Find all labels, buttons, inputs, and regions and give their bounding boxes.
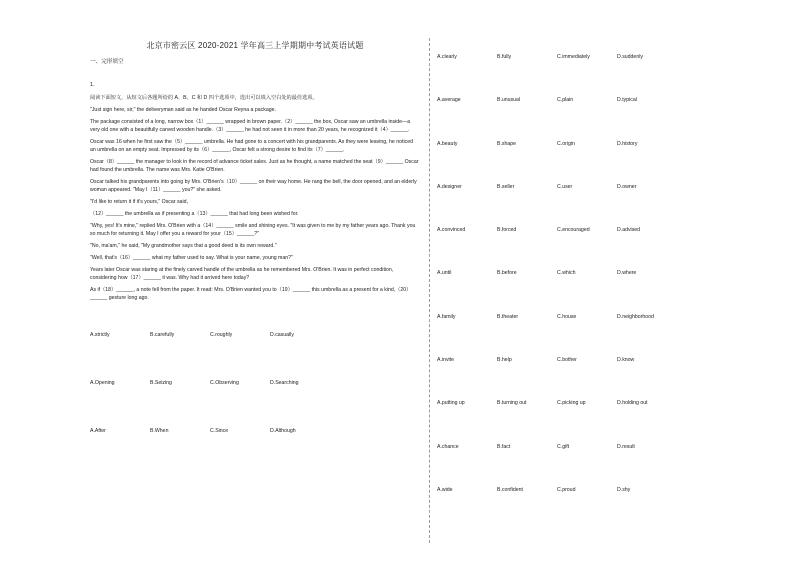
answer-option: C.immediately	[557, 54, 590, 60]
option-row	[437, 184, 757, 227]
option-row	[90, 380, 420, 428]
answer-option: D.history	[617, 140, 638, 147]
answer-option: B.carefully	[150, 332, 175, 338]
option-row	[437, 357, 757, 400]
passage-paragraph: "I'd like to return it if it's yours," Oscar said,	[90, 199, 188, 205]
question-number: 1.	[90, 82, 95, 88]
answer-option: D.Although	[270, 428, 296, 434]
answer-option: D.suddenly	[617, 54, 643, 60]
option-row	[437, 270, 757, 313]
answer-option: B.When	[150, 428, 169, 434]
option-row	[437, 141, 757, 184]
answer-option: C.Since	[210, 428, 229, 434]
answer-option: B.shape	[497, 140, 517, 147]
answer-option: B.before	[497, 270, 517, 277]
right-options	[437, 54, 757, 530]
answer-option: C.which	[557, 270, 576, 277]
answer-option: A.wide	[437, 486, 453, 493]
column-divider	[429, 38, 430, 543]
option-row	[437, 400, 757, 443]
passage-paragraph: Oscar（8）______ the manager to look in the record of advance ticket sales. Just as he thought, a name matched the seat（9）______ Oscar had found the umbrella. The name was Mrs. Katie O'Brien.	[90, 159, 419, 173]
passage-paragraph: Oscar talked his grandparents into going by Mrs. O'Brien's（10）______ on their way home. He rang the bell, the door opened, and an elderly woman appeared. "May I（11）______ you?" she asked.	[90, 179, 417, 193]
option-row	[437, 97, 757, 140]
answer-option: B.confident	[497, 486, 523, 493]
answer-option: A.average	[437, 97, 461, 104]
passage-paragraph: "Why, yes! It's mine," replied Mrs. O'Brien with a（14）______ smile and shining eyes. "It was given to me by my father years ago. Thank you so much for returning it. May I offer you a reward for your（15）______?"	[90, 223, 416, 237]
passage-paragraph: "Well, that's（16）______ what my father used to say. What is your name, young man?"	[90, 255, 293, 261]
answer-option: A.beauty	[437, 140, 458, 147]
left-options	[90, 332, 420, 476]
answer-option: D.shy	[617, 486, 631, 493]
answer-option: A.until	[437, 270, 452, 277]
answer-option: C.user	[557, 183, 573, 190]
answer-option: C.encouraged	[557, 227, 590, 234]
answer-option: B.help	[497, 357, 512, 364]
answer-option: A.strictly	[90, 332, 110, 338]
answer-option: C.roughly	[210, 332, 233, 338]
left-column	[90, 40, 420, 476]
answer-option: B.Seizing	[150, 380, 172, 386]
option-row	[437, 314, 757, 357]
answer-option: C.proud	[557, 486, 576, 493]
answer-option: B.turning out	[497, 400, 527, 407]
answer-option: B.fact	[497, 443, 511, 450]
answer-option: A.designer	[437, 183, 462, 190]
option-row	[437, 227, 757, 270]
page-title: 北京市密云区 2020-2021 学年高三上学期期中考试英语试题	[146, 41, 364, 50]
answer-option: A.convinced	[437, 227, 466, 234]
section-heading: 一、完形填空	[90, 59, 124, 65]
answer-option: C.bother	[557, 357, 577, 364]
answer-option: C.gift	[557, 443, 570, 450]
answer-option: C.picking up	[557, 400, 586, 407]
answer-option: D.advised	[617, 227, 641, 234]
option-row	[437, 54, 757, 97]
passage-paragraph: The package consisted of a long, narrow box（1）______ wrapped in brown paper.（2）______ the box, Oscar saw an umbrella inside—a very old one with a beautifully carved wooden handle.（3）______ he had not seen it in more than 20 years, he recognized it（4）______.	[90, 119, 411, 133]
answer-option: A.After	[90, 428, 106, 434]
passage-paragraph: "Just sign here, sir," the deliveryman said as he handed Oscar Reyna a package.	[90, 107, 276, 113]
answer-option: D.owner	[617, 183, 637, 190]
answer-option: C.plain	[557, 97, 574, 104]
passage-paragraph: 阅读下面短文，从短文后各题所给的 A、B、C 和 D 四个选项中，选出可以填入空白处的最佳选项。	[90, 95, 318, 101]
passage	[90, 94, 420, 302]
passage-paragraph: As if（18）______, a note fell from the paper. It read: Mrs. O'Brien wanted you to（19）______ this umbrella as a present for a kind,（20）______ gesture long ago.	[90, 287, 412, 301]
answer-option: D.casually	[270, 332, 294, 338]
answer-option: B.unusual	[497, 97, 521, 104]
answer-option: D.result	[617, 443, 635, 450]
answer-option: A.invite	[437, 357, 455, 364]
answer-option: D.typical	[617, 97, 637, 104]
answer-option: D.holding out	[617, 400, 648, 407]
option-row	[437, 487, 757, 530]
option-row	[90, 332, 420, 380]
answer-option: B.theater	[497, 313, 519, 320]
answer-option: D.Searching	[270, 380, 299, 386]
option-row	[90, 428, 420, 476]
answer-option: A.Opening	[90, 380, 115, 386]
passage-paragraph: Oscar was 16 when he first saw the（5）______ umbrella. He had gone to a concert with his grandparents. As they were leaving, he noticed an umbrella on an empty seat. Impressed by its（6）______, Oscar felt a strong desire to find its（7）______.	[90, 139, 413, 153]
answer-option: D.where	[617, 270, 637, 277]
passage-paragraph: （12）______ the umbrella as if presenting a（13）______ that had long been wished for.	[90, 211, 299, 217]
answer-option: D.know	[617, 357, 635, 364]
answer-option: B.fully	[497, 54, 512, 60]
answer-option: C.origin	[557, 140, 575, 147]
answer-option: C.Observing	[210, 380, 239, 386]
answer-option: A.family	[437, 313, 456, 320]
answer-option: B.seller	[497, 183, 515, 190]
answer-option: C.house	[557, 313, 577, 320]
passage-paragraph: Years later Oscar was staring at the finely carved handle of the umbrella as he remembered Mrs. O'Brien. It was in perfect condition, considering how（17）______ it was. Why had it arrived here today?	[90, 267, 394, 281]
answer-option: B.forced	[497, 227, 517, 234]
answer-option: D.neighborhood	[617, 313, 654, 320]
option-row	[437, 444, 757, 487]
answer-option: A.clearly	[437, 54, 457, 60]
passage-paragraph: "No, ma'am," he said, "My grandmother says that a good deed is its own reward."	[90, 243, 277, 249]
answer-option: A.putting up	[437, 400, 465, 407]
answer-option: A.chance	[437, 443, 459, 450]
